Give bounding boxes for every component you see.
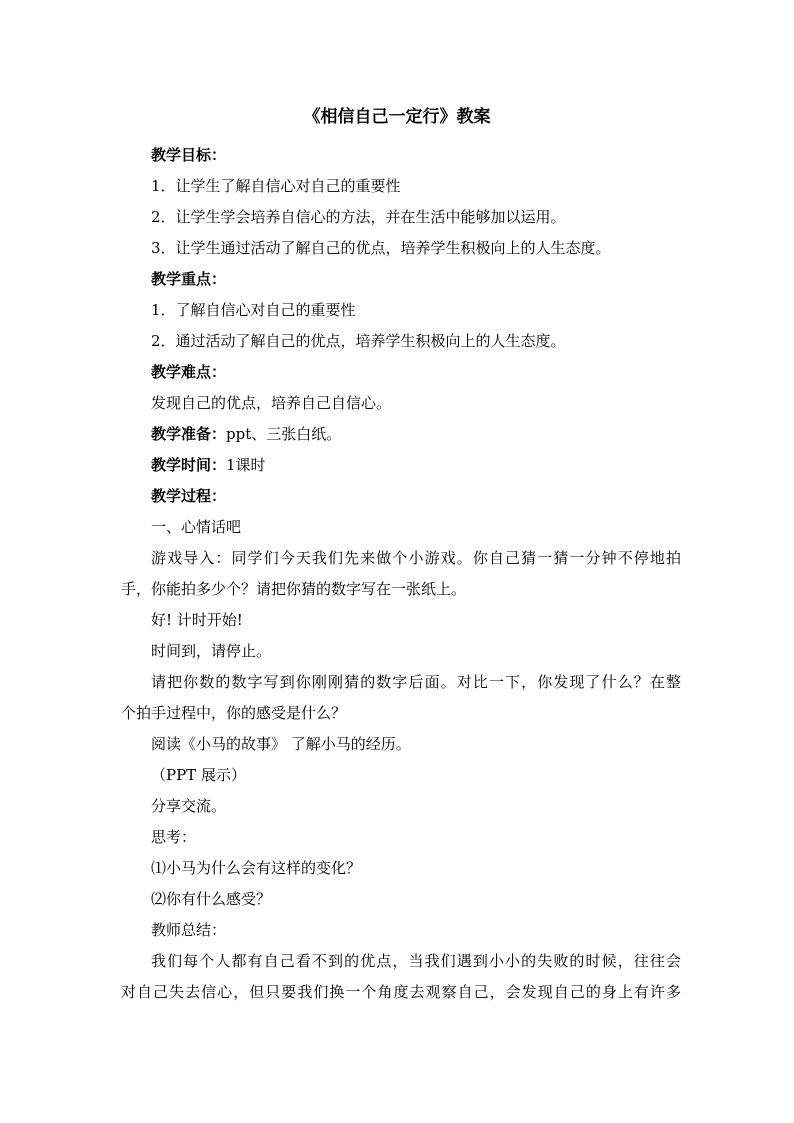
question-item: ⑴小马为什么会有这样的变化？	[151, 859, 362, 877]
compare-line: 个拍手过程中，你的感受是什么？	[121, 704, 347, 722]
summary-label: 教师总结：	[151, 921, 227, 939]
goals-heading: 教学目标：	[151, 146, 227, 164]
ppt-text: （PPT 展示）	[151, 766, 246, 784]
difficulty-text: 发现自己的优点，培养自己自信心。	[151, 394, 392, 412]
question-item: ⑵你有什么感受？	[151, 890, 272, 908]
goal-item: 3．让学生通过活动了解自己的优点，培养学生积极向上的人生态度。	[151, 239, 611, 257]
difficulty-heading: 教学难点：	[151, 363, 227, 381]
key-point-item: 1．了解自信心对自己的重要性	[151, 301, 356, 319]
compare-line: 请把你数的数字写到你刚刚猜的数字后面。对比一下，你发现了什么？在整	[151, 673, 681, 691]
document-title: 《相信自己一定行》教案	[303, 107, 491, 127]
game-intro-line: 游戏导入：同学们今天我们先来做个小游戏。你自己猜一猜一分钟不停地拍	[151, 549, 681, 567]
key-points-heading: 教学重点：	[151, 270, 227, 288]
game-intro-line: 手，你能拍多少个？请把你猜的数字写在一张纸上。	[121, 580, 467, 598]
process-heading: 教学过程：	[151, 487, 227, 505]
summary-line: 我们每个人都有自己看不到的优点，当我们遇到小小的失败的时候，往往会	[151, 952, 681, 970]
preparation-line	[121, 419, 681, 450]
time-label: 教学时间：	[151, 456, 227, 474]
section-heading: 一、心情话吧	[151, 518, 242, 536]
summary-line: 对自己失去信心，但只要我们换一个角度去观察自己，会发现自己的身上有许多	[121, 983, 681, 1001]
goal-item: 2．让学生学会培养自信心的方法，并在生活中能够加以运用。	[151, 208, 566, 226]
preparation-text: ppt、三张白纸。	[226, 425, 342, 443]
think-label: 思考：	[151, 828, 197, 846]
time-text: 1课时	[226, 456, 266, 474]
start-text: 好! 计时开始!	[151, 611, 243, 629]
share-text: 分享交流。	[151, 797, 227, 815]
key-point-item: 2．通过活动了解自己的优点，培养学生积极向上的人生态度。	[151, 332, 566, 350]
reading-text: 阅读《小马的故事》 了解小马的经历。	[151, 735, 411, 753]
stop-text: 时间到，请停止。	[151, 642, 272, 660]
time-line	[121, 450, 681, 481]
preparation-label: 教学准备：	[151, 425, 227, 443]
goal-item: 1．让学生了解自信心对自己的重要性	[151, 177, 401, 195]
